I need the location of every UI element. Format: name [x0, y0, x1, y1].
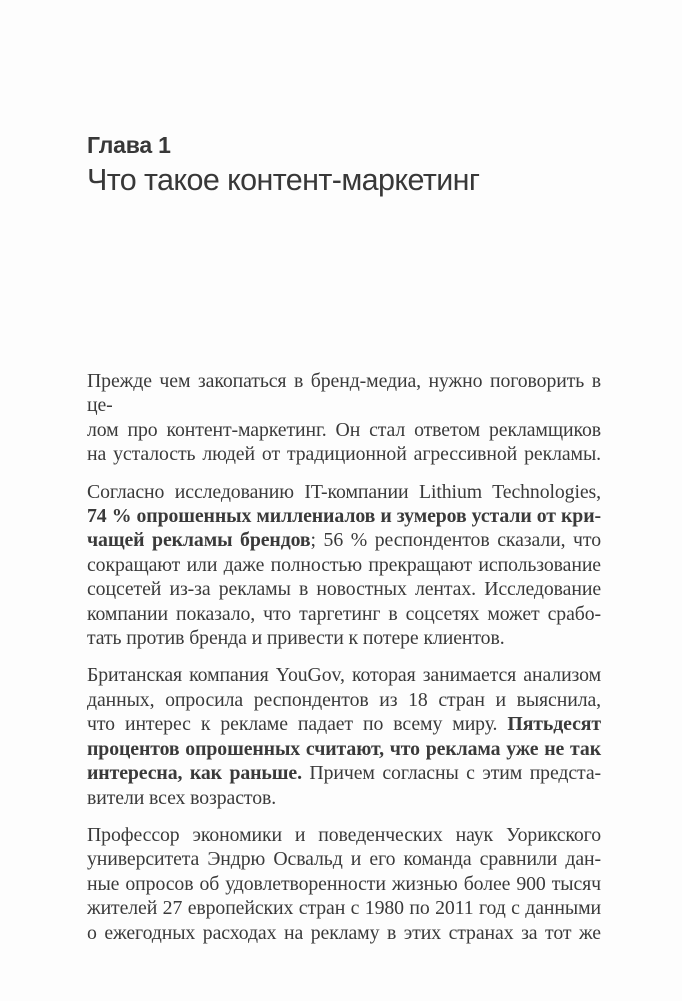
- text-segment-bold: 74 % опрошенных миллениалов и зумеров устали от кри-: [87, 505, 601, 528]
- page-body: [87, 369, 601, 945]
- text-segment: жителей 27 европейских стран с 1980 по 2011 год с данными: [87, 897, 601, 920]
- text-segment: лом про контент-маркетинг. Он стал ответом рекламщиков: [87, 418, 601, 441]
- text-line: [87, 712, 601, 736]
- text-segment: университета Эндрю Освальд и его команда сравнили дан-: [87, 848, 601, 871]
- text-line: [87, 528, 601, 552]
- text-line: [87, 872, 601, 896]
- paragraph: [87, 369, 601, 467]
- text-line: [87, 688, 601, 712]
- text-segment-bold: интересна, как раньше.: [87, 762, 302, 785]
- text-line: [87, 577, 601, 601]
- paragraph: [87, 480, 601, 651]
- text-line: [87, 663, 601, 687]
- chapter-header: [87, 131, 622, 199]
- text-segment: сокращают или даже полностью прекращают использование: [87, 553, 601, 576]
- text-line: [87, 823, 601, 847]
- text-line: [87, 921, 601, 945]
- text-line: [87, 847, 601, 871]
- text-segment: данных, опросила респондентов из 18 стран и выяснила,: [87, 688, 601, 711]
- text-segment: Причем согласны с этим предста-: [301, 762, 601, 785]
- chapter-title: Что такое контент-маркетинг: [87, 163, 480, 197]
- text-segment: соцсетей из-за рекламы в новостных лентах. Исследование: [87, 578, 601, 601]
- text-segment: Профессор экономики и поведенческих наук Уорикского: [87, 823, 601, 846]
- text-segment: компании показало, что таргетинг в соцсетях может срабо-: [87, 602, 601, 625]
- text-segment: тать против бренда и привести к потере клиентов.: [87, 627, 505, 650]
- text-segment: ные опросов об удовлетворенности жизнью более 900 тысяч: [87, 872, 601, 895]
- text-segment: вители всех возрастов.: [87, 786, 277, 809]
- text-line: [87, 761, 601, 785]
- text-segment: что интерес к рекламе падает по всему миру.: [87, 713, 508, 736]
- text-segment-bold: процентов опрошенных считают, что реклама уже не так: [87, 737, 601, 760]
- text-line: [87, 602, 601, 626]
- text-line: [87, 626, 601, 650]
- text-segment-bold: чащей рекламы брендов: [87, 529, 311, 552]
- text-line: [87, 442, 601, 466]
- text-segment: Согласно исследованию IT-компании Lithium Technologies,: [87, 480, 601, 503]
- paragraph: [87, 823, 601, 945]
- text-segment: Британская компания YouGov, которая занимается анализом: [87, 664, 601, 687]
- text-line: [87, 786, 601, 810]
- text-line: [87, 418, 601, 442]
- text-segment-bold: Пятьдесят: [507, 713, 601, 736]
- text-segment: о ежегодных расходах на рекламу в этих странах за тот же: [87, 921, 601, 944]
- text-line: [87, 504, 601, 528]
- text-segment: на усталость людей от традиционной агрессивной рекламы.: [87, 443, 601, 466]
- text-line: [87, 737, 601, 761]
- text-line: [87, 896, 601, 920]
- text-line: [87, 480, 601, 504]
- text-line: [87, 553, 601, 577]
- paragraph: [87, 663, 601, 809]
- text-line: [87, 369, 601, 418]
- text-segment: Прежде чем закопаться в бренд-медиа, нужно поговорить в це-: [87, 370, 601, 417]
- chapter-label: Глава 1: [87, 132, 171, 158]
- text-segment: ; 56 % респондентов сказали, что: [310, 529, 601, 552]
